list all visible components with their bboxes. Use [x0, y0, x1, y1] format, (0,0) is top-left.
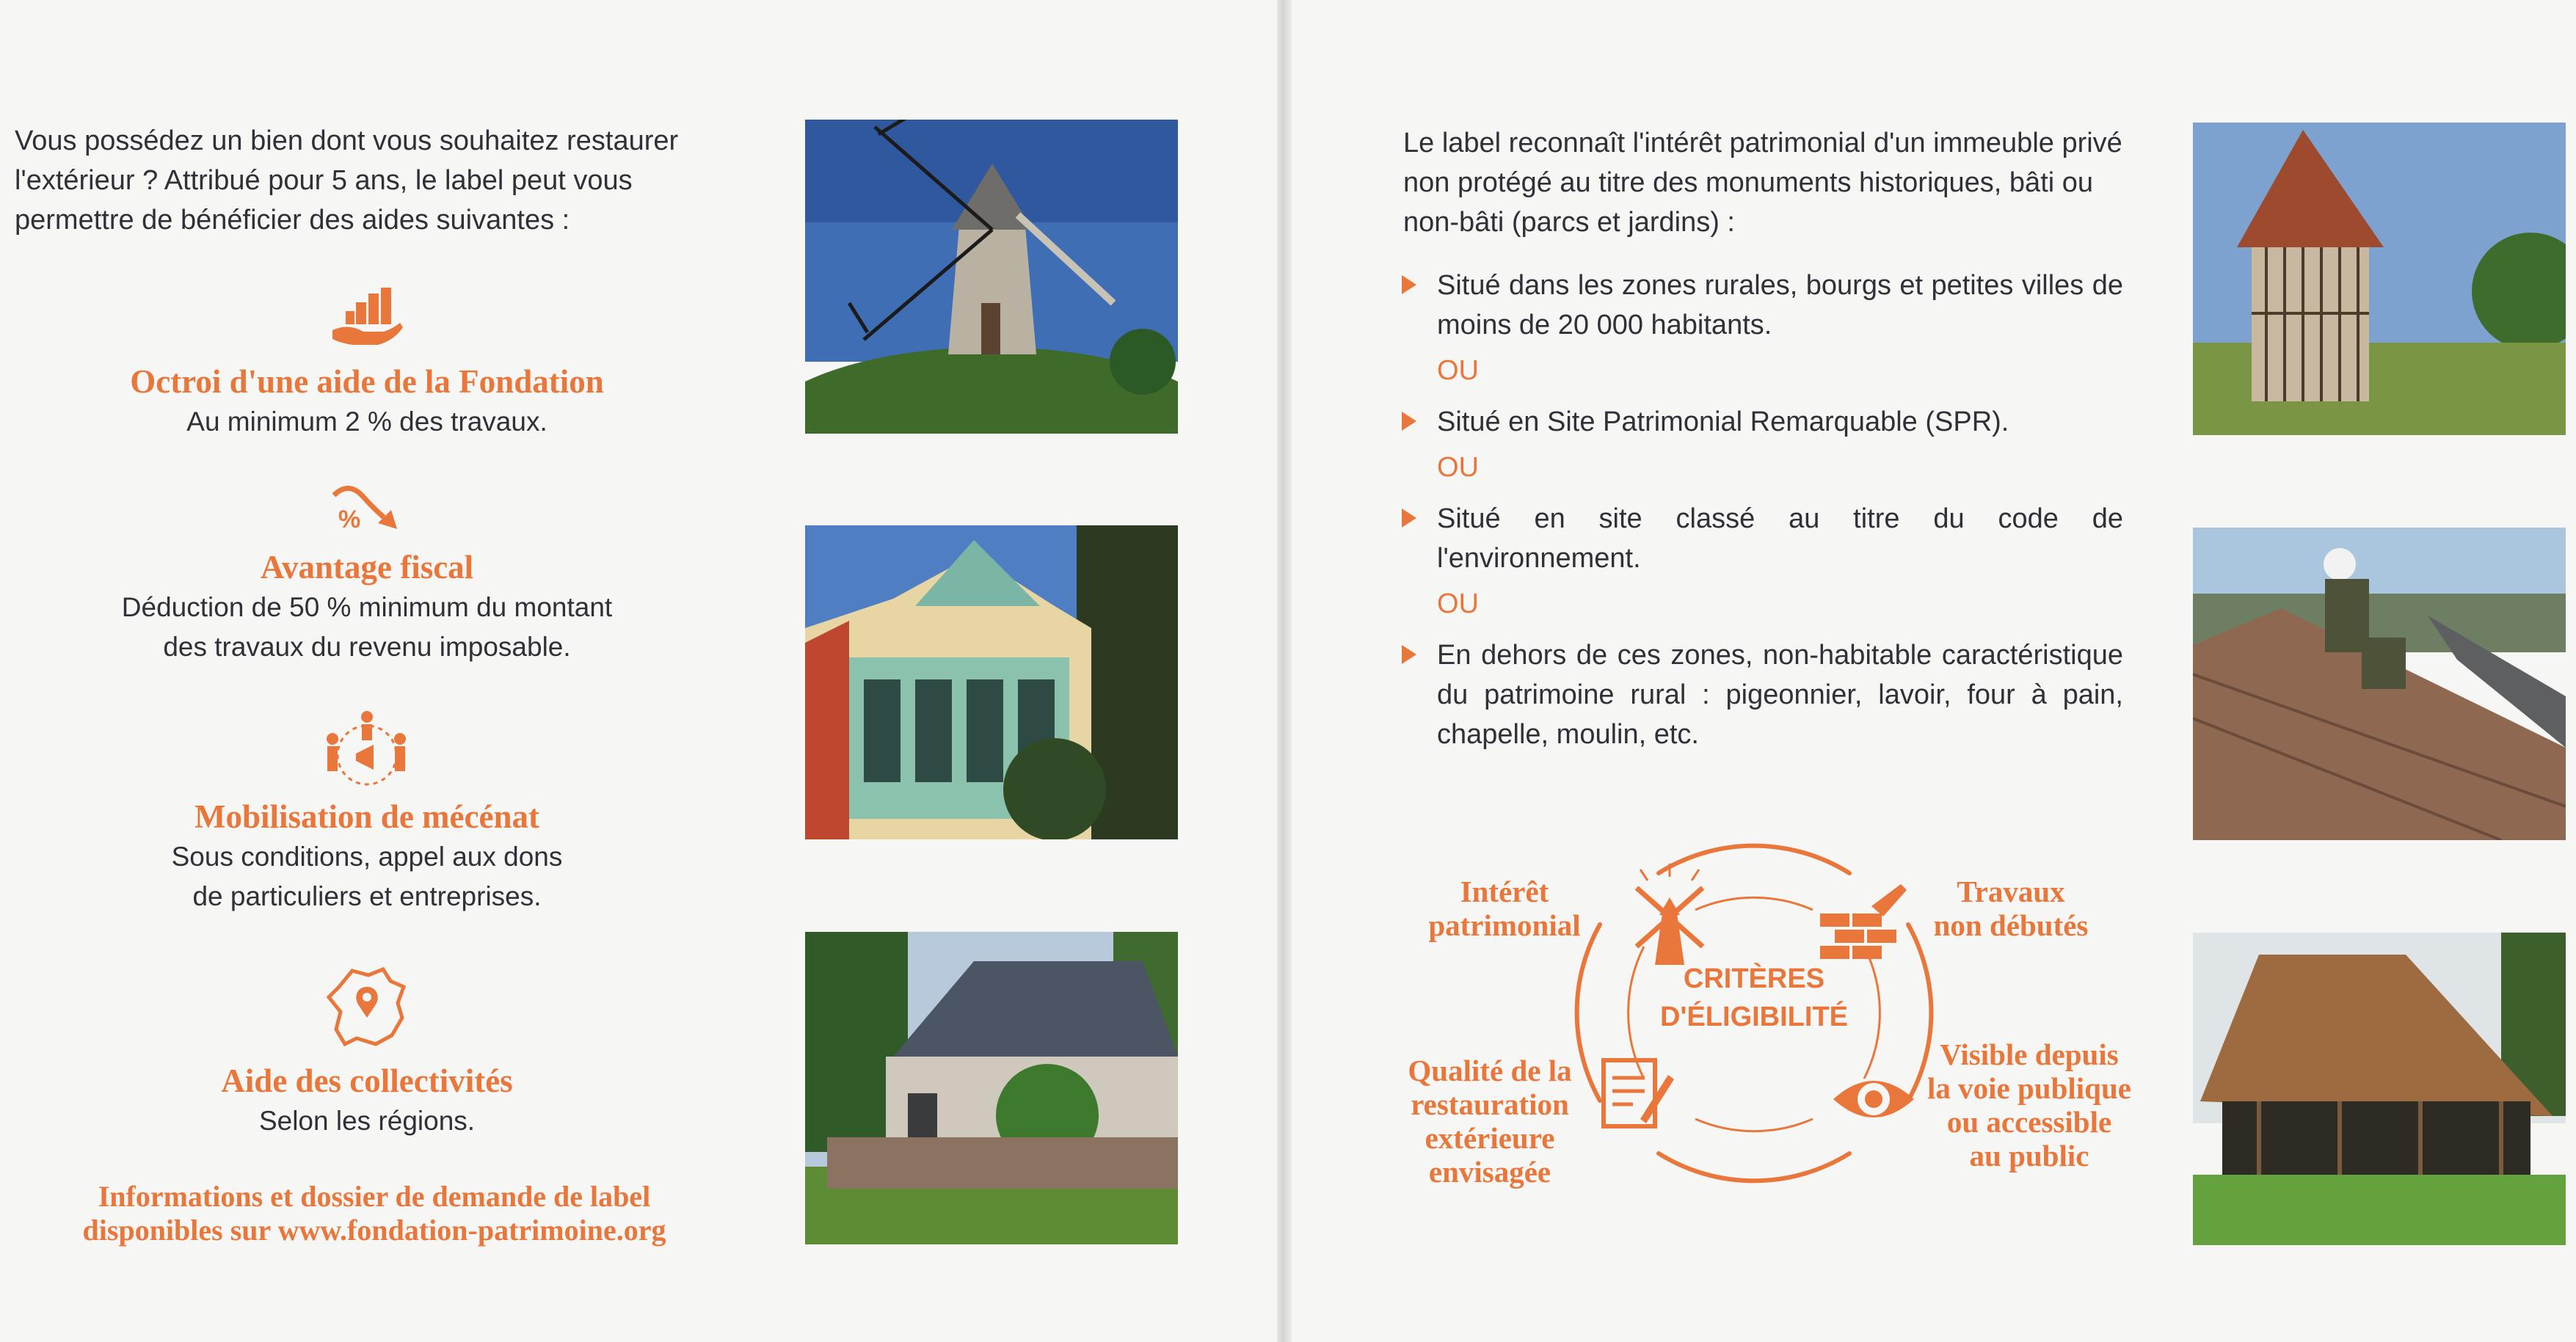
people-megaphone-icon [319, 708, 415, 789]
document-pen-icon [1604, 1060, 1674, 1126]
aid-title: Aide des collectivités [221, 1062, 513, 1099]
aid-title: Avantage fiscal [260, 549, 474, 586]
label-interet-patrimonial: Intérêt patrimonial [1428, 875, 1581, 942]
photo-villa [805, 525, 1178, 839]
criterion-item: Situé en Site Patrimonial Remarquable (SPR). [1400, 402, 2123, 442]
aid-collectivites [73, 965, 661, 1141]
aid-desc-line1: Déduction de 50 % minimum du montant [121, 592, 613, 622]
criterion-item: Situé dans les zones rurales, bourgs et petites villes de moins de 20 000 habitants. [1400, 266, 2123, 345]
aid-desc: Selon les régions. [258, 1106, 476, 1136]
info-footer [22, 1180, 727, 1247]
or-separator: OU [1437, 355, 1479, 386]
label-qualite-restauration: Qualité de la restauration extérieure envisagée [1408, 1054, 1572, 1189]
aid-desc-line2: des travaux du revenu imposable. [163, 632, 571, 662]
bricks-trowel-icon [1820, 884, 1907, 959]
aid-mecenat [73, 708, 661, 916]
aid-title: Octroi d'une aide de la Fondation [130, 363, 604, 400]
info-footer-line2[interactable]: disponibles sur www.fondation-patrimoine.org [82, 1214, 666, 1247]
hand-coins-icon [327, 288, 407, 354]
photo-windmill [805, 120, 1178, 434]
bullet-triangle-icon [1402, 412, 1416, 431]
criterion-item: En dehors de ces zones, non-habitable caractéristique du patrimoine rural : pigeonnier, lavoir, four à pain, chapelle, moulin, etc. [1400, 635, 2123, 754]
criterion-item: Situé en site classé au titre du code de l'environnement. [1400, 499, 2123, 578]
bullet-triangle-icon [1402, 508, 1416, 528]
bullet-triangle-icon [1402, 275, 1416, 294]
label-travaux-non-debutes: Travaux non débutés [1933, 875, 2089, 942]
info-footer-line1: Informations et dossier de demande de label [98, 1180, 651, 1213]
photo-roofer [2193, 528, 2566, 840]
brochure-fold [1277, 0, 1292, 1342]
or-separator: OU [1437, 588, 1479, 619]
aid-title: Mobilisation de mécénat [194, 798, 539, 835]
photo-stone-house [805, 932, 1178, 1244]
svg-text:%: % [338, 506, 361, 533]
bullet-triangle-icon [1402, 645, 1416, 664]
aid-desc-line2: de particuliers et entreprises. [192, 881, 542, 911]
left-intro: Vous possédez un bien dont vous souhaitez restaurer l'extérieur ? Attribué pour 5 ans, le label peut vous permettre de bénéficier des aides suivantes : [15, 125, 679, 236]
aid-fiscal [73, 481, 661, 667]
percent-arrow-icon [327, 481, 407, 539]
aid-desc: Au minimum 2 % des travaux. [186, 406, 547, 437]
or-separator: OU [1437, 452, 1479, 483]
france-map-pin-icon [323, 965, 411, 1053]
label-visible-voie-publique: Visible depuis la voie publique ou accessible au public [1927, 1038, 2131, 1173]
aid-desc-line1: Sous conditions, appel aux dons [171, 842, 563, 872]
photo-dovecote [2193, 123, 2566, 435]
photo-thatched-barn [2193, 933, 2566, 1245]
right-intro: Le label reconnaît l'intérêt patrimonial d'un immeuble privé non protégé au titre des monuments historiques, bâti ou non-bâti (parcs et jardins) : [1403, 128, 2122, 238]
windmill-icon [1637, 864, 1703, 965]
eye-icon [1833, 1081, 1914, 1117]
criteria-list [1400, 266, 2123, 754]
aid-fondation [73, 288, 661, 442]
eligibility-center-title: CRITÈRES D'ÉLIGIBILITÉ [1659, 963, 1849, 1032]
